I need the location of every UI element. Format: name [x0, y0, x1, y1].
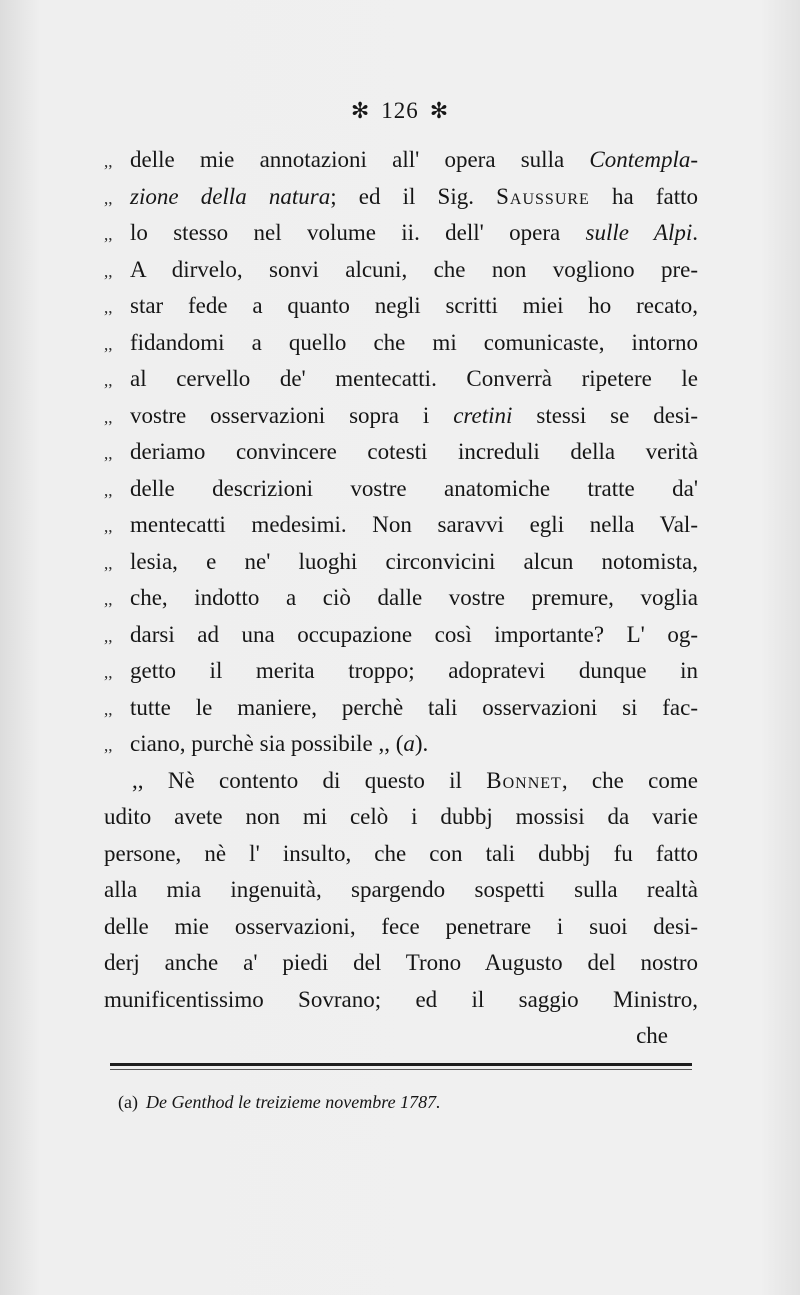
- text-line: vostre osservazioni sopra i cretini stessi se desi-: [130, 402, 698, 428]
- text-line: fidandomi a quello che mi comunicaste, intorno: [130, 329, 698, 355]
- text-line: lesia, e ne' luoghi circonvicini alcun notomista,: [130, 548, 698, 574]
- quote-mark: ,,: [104, 188, 113, 208]
- footnote-mark: (a): [118, 1092, 138, 1112]
- paragraph-line: [104, 982, 698, 1019]
- quote-mark: ,,: [104, 517, 113, 536]
- text-line: zione della natura; ed il Sig. Saussure ha fatto: [130, 183, 698, 209]
- paragraph-line: [104, 836, 698, 873]
- text-line: alla mia ingenuità, spargendo sospetti sulla realtà: [104, 877, 698, 902]
- quoted-line: [104, 325, 698, 362]
- ornament-left-icon: ✻: [350, 98, 371, 123]
- text-line: darsi ad una occupazione così importante? L' og-: [130, 621, 698, 647]
- paragraph-line: [104, 945, 698, 982]
- quoted-line: [104, 580, 698, 617]
- catchword-line: [104, 1018, 698, 1055]
- ornament-right-icon: ✻: [429, 98, 450, 123]
- quote-mark: ,,: [104, 553, 113, 573]
- quote-mark: ,,: [104, 444, 113, 463]
- quote-mark: ,,: [104, 736, 113, 755]
- quoted-line: [104, 726, 698, 763]
- quoted-line: [104, 288, 698, 325]
- footnote-text: De Genthod le treizieme novembre 1787.: [145, 1092, 441, 1112]
- text-line: che, indotto a ciò dalle vostre premure, voglia: [130, 585, 698, 610]
- quoted-line: [104, 252, 698, 289]
- text-line: deriamo convincere cotesti increduli della verità: [130, 439, 698, 464]
- footnote: [118, 1092, 678, 1113]
- quoted-line: [104, 653, 698, 690]
- quote-mark: ,,: [104, 699, 113, 719]
- quoted-line: [104, 398, 698, 435]
- text-line: ,, Nè contento di questo il Bonnet, che come: [132, 767, 698, 793]
- quoted-line: [104, 434, 698, 471]
- text-line: mentecatti medesimi. Non saravvi egli nella Val-: [130, 512, 698, 537]
- text-line: al cervello de' mentecatti. Converrà ripetere le: [130, 366, 698, 391]
- quoted-line: [104, 617, 698, 654]
- quoted-line: [104, 361, 698, 398]
- paragraph-line: [104, 909, 698, 946]
- quoted-line: [104, 471, 698, 508]
- quoted-line: [104, 690, 698, 727]
- text-line: ciano, purchè sia possibile ,, (a).: [130, 731, 429, 756]
- text-line: getto il merita troppo; adopratevi dunque in: [130, 658, 698, 683]
- text-line: A dirvelo, sonvi alcuni, che non vogliono pre-: [130, 256, 698, 282]
- quote-mark: ,,: [104, 407, 113, 427]
- paragraph-line: [104, 799, 698, 836]
- quote-mark: ,,: [104, 371, 113, 390]
- quote-mark: ,,: [104, 334, 113, 354]
- page-number: 126: [381, 98, 419, 123]
- quote-mark: ,,: [104, 626, 113, 646]
- quoted-line: [104, 179, 698, 216]
- quote-mark: ,,: [104, 298, 113, 317]
- quoted-line: [104, 215, 698, 252]
- text-line: delle descrizioni vostre anatomiche tratte da': [130, 475, 698, 501]
- footnote-rule-thin: [110, 1069, 692, 1070]
- text-line: lo stesso nel volume ii. dell' opera sulle Alpi.: [130, 220, 698, 245]
- text-line: munificentissimo Sovrano; ed il saggio Ministro,: [104, 986, 698, 1012]
- quote-mark: ,,: [104, 152, 113, 171]
- text-line: udito avete non mi celò i dubbj mossisi da varie: [104, 804, 698, 829]
- text-line: derj anche a' piedi del Trono Augusto del nostro: [104, 950, 698, 975]
- footnote-rule: [110, 1063, 692, 1066]
- text-line: tutte le maniere, perchè tali osservazioni si fac-: [130, 694, 698, 720]
- text-line: star fede a quanto negli scritti miei ho recato,: [130, 293, 698, 318]
- quote-mark: ,,: [104, 480, 113, 500]
- text-line: delle mie annotazioni all' opera sulla Contempla-: [130, 147, 698, 172]
- page-header: [0, 98, 800, 125]
- text-line: persone, nè l' insulto, che con tali dubbj fu fatto: [104, 840, 698, 866]
- paragraph-line: [104, 872, 698, 909]
- paragraph-first-line: [104, 763, 698, 800]
- text-line: delle mie osservazioni, fece penetrare i suoi desi-: [104, 913, 698, 939]
- catchword: che: [636, 1023, 668, 1048]
- quote-mark: ,,: [104, 663, 113, 682]
- quote-mark: ,,: [104, 590, 113, 609]
- quoted-line: [104, 544, 698, 581]
- quote-mark: ,,: [104, 225, 113, 244]
- body-text: [104, 142, 698, 1055]
- quoted-line: [104, 507, 698, 544]
- quote-mark: ,,: [104, 261, 113, 281]
- quoted-line: [104, 142, 698, 179]
